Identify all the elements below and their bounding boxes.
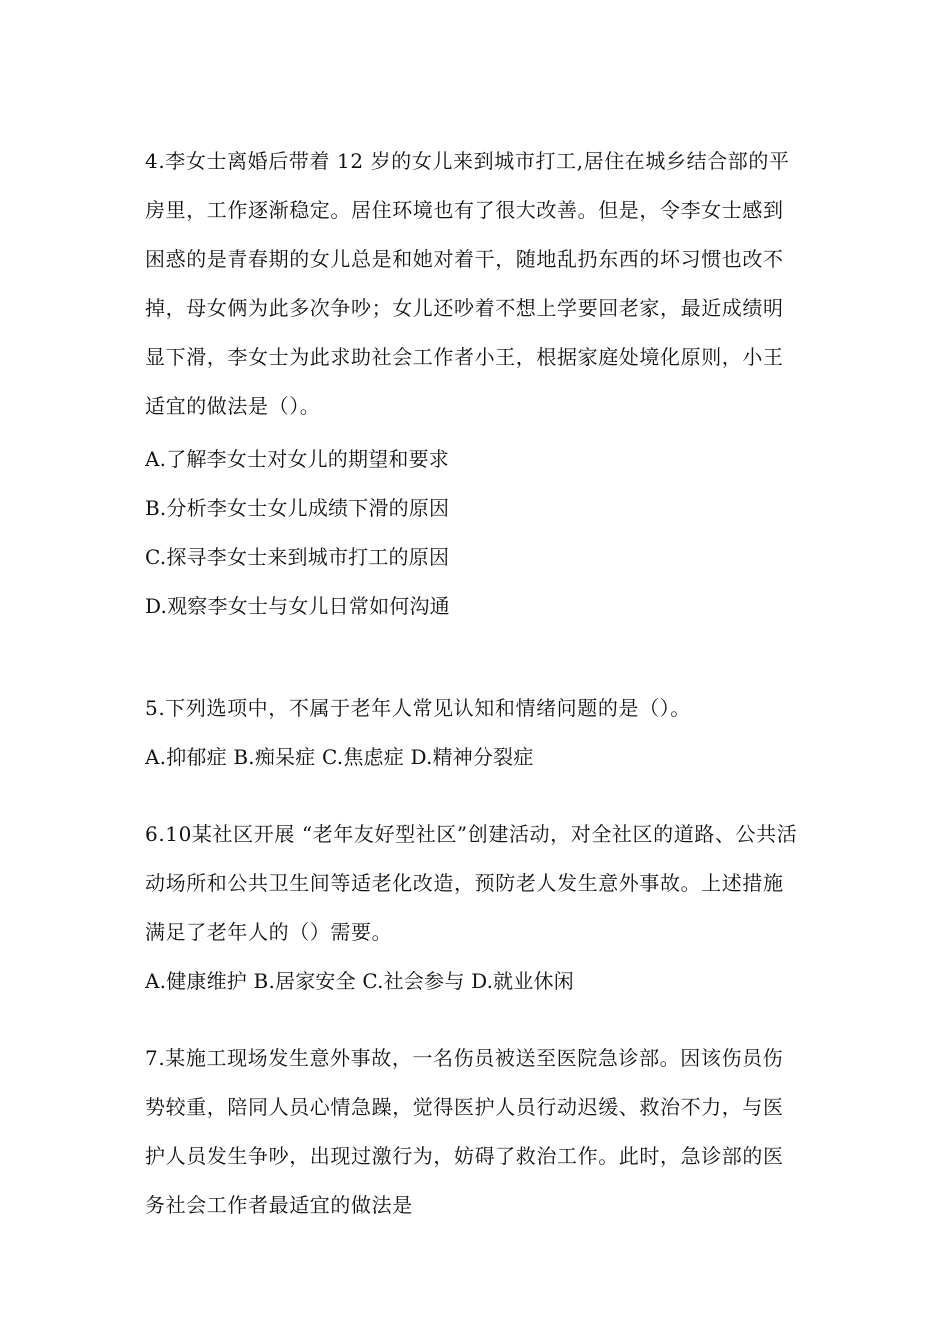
question-4-stem-line-2: 房里，工作逐渐稳定。居住环境也有了很大改善。但是，令李女士感到: [145, 198, 784, 222]
question-7-stem-line-3: 护人员发生争吵，出现过激行为，妨碍了救治工作。此时，急诊部的医: [145, 1144, 784, 1168]
question-4-stem-line-5: 显下滑，李女士为此求助社会工作者小王，根据家庭处境化原则，小王: [145, 345, 784, 369]
question-4-stem-line-3: 困惑的是青春期的女儿总是和她对着干，随地乱扔东西的坏习惯也改不: [145, 247, 784, 271]
question-6-stem-line-3: 满足了老年人的（）需要。: [145, 920, 393, 944]
question-6-stem-line-1: 6.10某社区开展 “老年友好型社区”创建活动，对全社区的道路、公共活: [145, 822, 798, 846]
question-6-options: A.健康维护 B.居家安全 C.社会参与 D.就业休闲: [145, 969, 574, 993]
question-4-stem-line-4: 掉，母女俩为此多次争吵；女儿还吵着不想上学要回老家，最近成绩明: [145, 296, 784, 320]
question-4-option-a: A.了解李女士对女儿的期望和要求: [145, 447, 450, 471]
question-7-stem-line-1: 7.某施工现场发生意外事故，一名伤员被送至医院急诊部。因该伤员伤: [145, 1046, 784, 1070]
question-4-stem-line-1: 4.李女士离婚后带着 12 岁的女儿来到城市打工,居住在城乡结合部的平: [145, 149, 790, 173]
question-4-option-c: C.探寻李女士来到城市打工的原因: [145, 545, 450, 569]
question-4-option-d: D.观察李女士与女儿日常如何沟通: [145, 594, 450, 618]
question-6-stem-line-2: 动场所和公共卫生间等适老化改造，预防老人发生意外事故。上述措施: [145, 871, 784, 895]
question-4-stem-line-6: 适宜的做法是（）。: [145, 394, 321, 418]
question-7-stem-line-2: 势较重，陪同人员心情急躁，觉得医护人员行动迟缓、救治不力，与医: [145, 1095, 784, 1119]
question-5-stem-line-1: 5.下列选项中，不属于老年人常见认知和情绪问题的是（）。: [145, 696, 691, 720]
question-4-option-b: B.分析李女士女儿成绩下滑的原因: [145, 496, 450, 520]
question-5-options: A.抑郁症 B.痴呆症 C.焦虑症 D.精神分裂症: [145, 745, 534, 769]
question-7-stem-line-4: 务社会工作者最适宜的做法是: [145, 1193, 413, 1217]
